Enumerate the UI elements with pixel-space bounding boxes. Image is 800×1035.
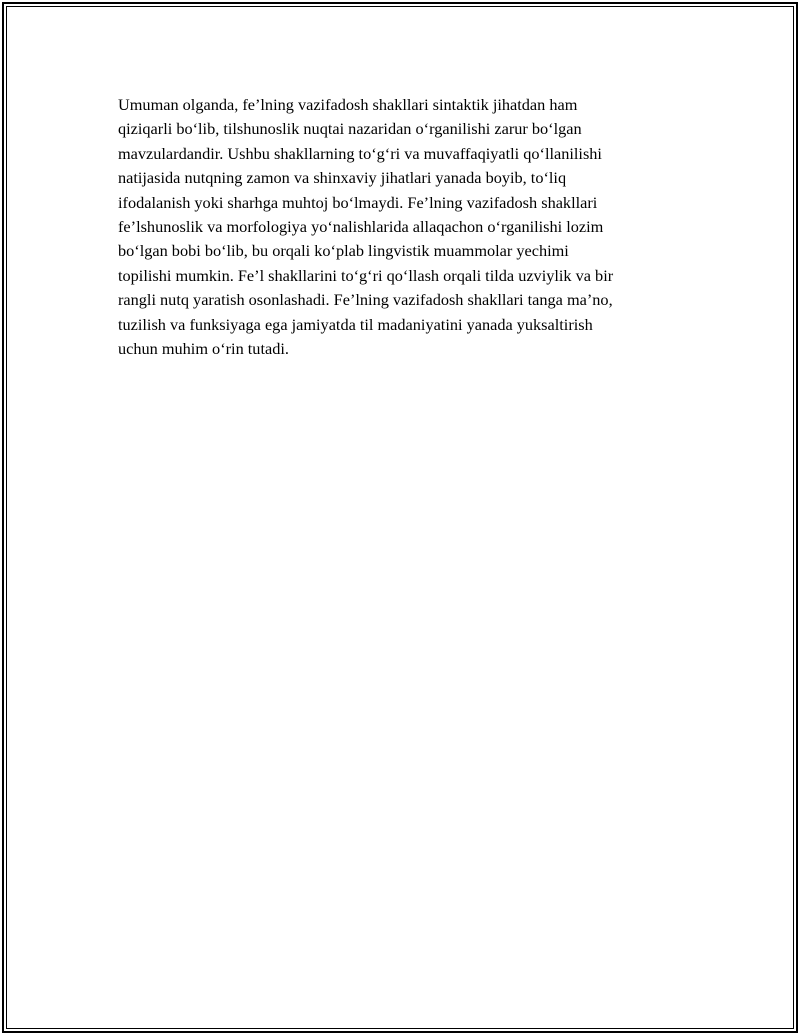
- text-line: bo‘lgan bobi bo‘lib, bu orqali ko‘plab lingvistik muammolar yechimi: [118, 241, 569, 261]
- text-line: topilishi mumkin. Fe’l shakllarini to‘g‘ri qo‘llash orqali tilda uzviylik va bir: [118, 265, 614, 285]
- text-line: ifodalanish yoki sharhga muhtoj bo‘lmaydi. Fe’lning vazifadosh shakllari: [118, 192, 598, 212]
- text-line: fe’lshunoslik va morfologiya yo‘nalishlarida allaqachon o‘rganilishi lozim: [118, 217, 604, 237]
- page-content: [118, 93, 688, 361]
- text-line: mavzulardandir. Ushbu shakllarning to‘g‘ri va muvaffaqiyatli qo‘llanilishi: [118, 143, 602, 163]
- text-line: uchun muhim o‘rin tutadi.: [118, 339, 289, 359]
- body-paragraph: [118, 93, 688, 361]
- text-line: Umuman olganda, fe’lning vazifadosh shakllari sintaktik jihatdan ham: [118, 95, 578, 114]
- text-line: rangli nutq yaratish osonlashadi. Fe’lning vazifadosh shakllari tanga ma’no,: [118, 290, 613, 310]
- text-line: qiziqarli bo‘lib, tilshunoslik nuqtai nazaridan o‘rganilishi zarur bo‘lgan: [118, 119, 582, 139]
- text-line: natijasida nutqning zamon va shinxaviy jihatlari yanada boyib, to‘liq: [118, 168, 567, 188]
- text-line: tuzilish va funksiyaga ega jamiyatda til madaniyatini yanada yuksaltirish: [118, 314, 593, 334]
